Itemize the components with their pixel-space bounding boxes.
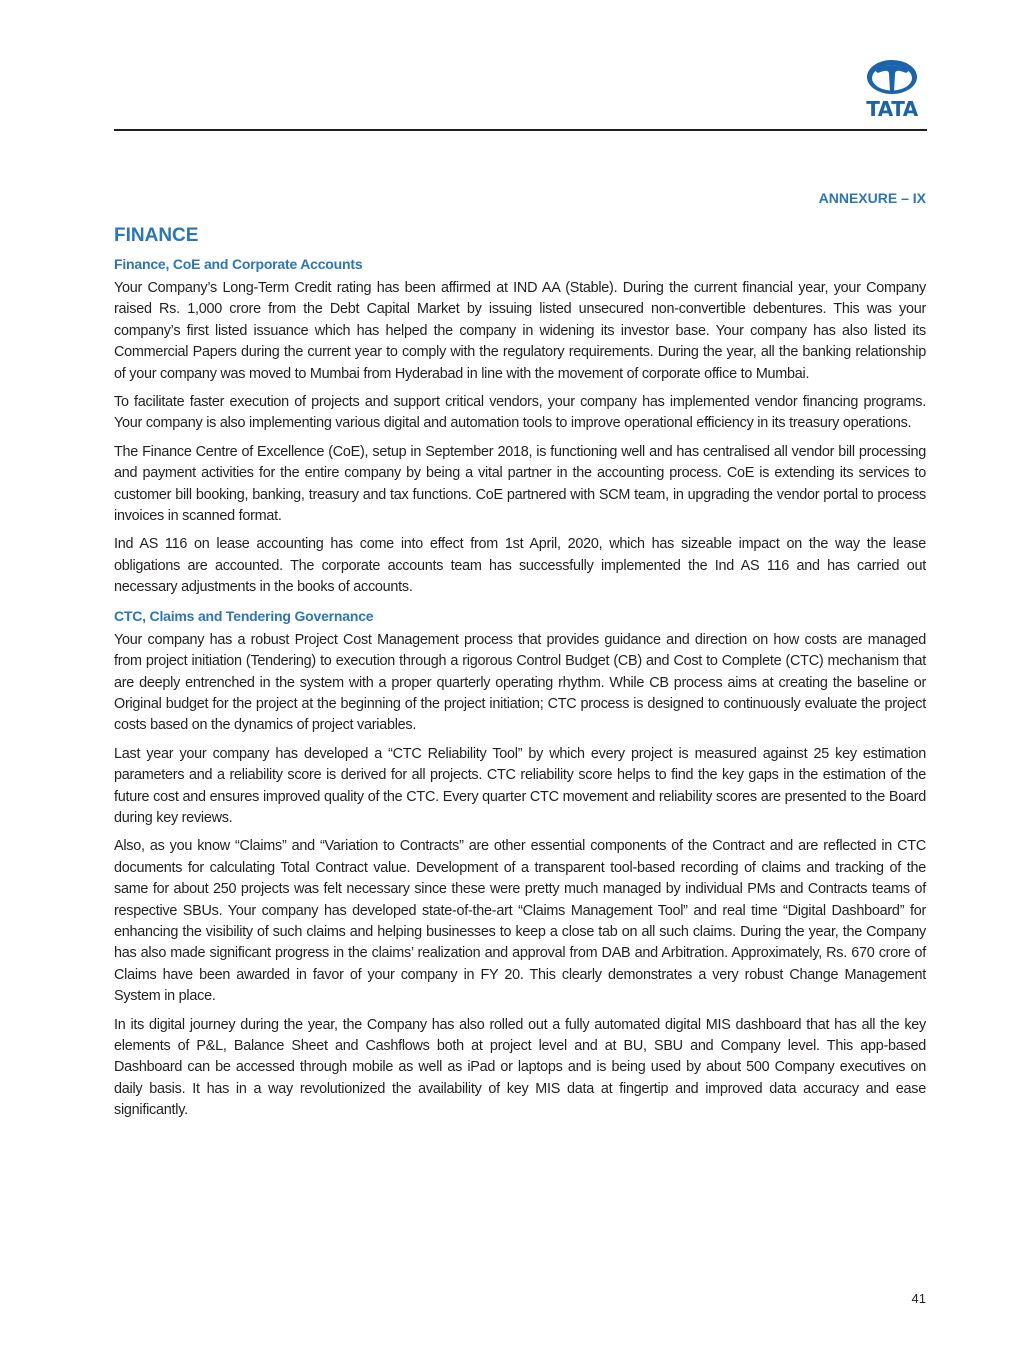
tata-logo bbox=[857, 58, 927, 122]
logo-wordmark: TATA bbox=[866, 97, 918, 121]
paragraph: Your company has a robust Project Cost Management process that provides guidance and direction on how costs are managed from project initiation (Tendering) to execution through a rigorous Control Budget (CB) and Cost to Complete (CTC) mechanism that are deeply entrenched in the system with a proper quarterly operating rhythm. While CB process aims at creating the baseline or Original budget for the project at the beginning of the project initiation; CTC process is designed to continuously evaluate the project costs based on the dynamics of project variables. bbox=[114, 631, 926, 734]
subsection-heading: CTC, Claims and Tendering Governance bbox=[114, 607, 374, 624]
header-divider bbox=[114, 129, 927, 131]
annexure-label: ANNEXURE – IX bbox=[818, 190, 926, 206]
page-number: 41 bbox=[911, 1291, 926, 1306]
paragraph: In its digital journey during the year, the Company has also rolled out a fully automated digital MIS dashboard that has all the key elements of P&L, Balance Sheet and Cashflows both at project level and at BU, SBU and Company level. This app-based Dashboard can be accessed through mobile as well as iPad or laptops and is being used by about 500 Company executives on daily basis. It has in a way revolutionized the availability of key MIS data at fingertip and improved data accuracy and ease significantly. bbox=[114, 1016, 926, 1119]
paragraph: The Finance Centre of Excellence (CoE), setup in September 2018, is functioning well and has centralised all vendor bill processing and payment activities for the entire company by being a vital partner in the accounting process. CoE is extending its services to customer bill booking, banking, treasury and tax functions. CoE partnered with SCM team, in upgrading the vendor portal to process invoices in scanned format. bbox=[114, 443, 926, 525]
paragraph: Also, as you know “Claims” and “Variation to Contracts” are other essential components of the Contract and are reflected in CTC documents for calculating Total Contract value. Development of a transparent tool-based recording of claims and tracking of the same for about 250 projects was felt necessary since these were pretty much managed by individual PMs and Contracts teams of respective SBUs. Your company has developed state-of-the-art “Claims Management Tool” and real time “Digital Dashboard” for enhancing the visibility of such claims and helping businesses to keep a close tab on all such claims. During the year, the Company has also made significant progress in the claims’ realization and approval from DAB and Arbitration. Approximately, Rs. 670 crore of Claims have been awarded in favor of your company in FY 20. This clearly demonstrates a very robust Change Management System in place. bbox=[114, 838, 926, 1005]
subsection-heading: Finance, CoE and Corporate Accounts bbox=[114, 256, 363, 272]
tata-emblem-icon bbox=[857, 58, 927, 98]
section-title: FINANCE bbox=[114, 225, 199, 246]
paragraph: Ind AS 116 on lease accounting has come into effect from 1st April, 2020, which has sizeable impact on the way the lease obligations are accounted. The corporate accounts team has successfully implemented the Ind AS 116 and has carried out necessary adjustments in the books of accounts. bbox=[114, 536, 926, 596]
paragraph: Your Company’s Long-Term Credit rating has been affirmed at IND AA (Stable). During the current financial year, your Company raised Rs. 1,000 crore from the Debt Capital Market by issuing listed unsecured non-convertible debentures. This was your company’s first listed issuance which has helped the company in widening its investor base. Your company has also listed its Commercial Papers during the current year to comply with the regulatory requirements. During the year, all the banking relationship of your company was moved to Mumbai from Hyderabad in line with the movement of corporate office to Mumbai. bbox=[114, 280, 926, 382]
paragraph: Last year your company has developed a “CTC Reliability Tool” by which every project is measured against 25 key estimation parameters and a reliability score is derived for all projects. CTC reliability score helps to find the key gaps in the estimation of the future cost and ensures improved quality of the CTC. Every quarter CTC movement and reliability scores are presented to the Board during key reviews. bbox=[114, 745, 926, 826]
document-body bbox=[114, 224, 926, 1129]
paragraph: To facilitate faster execution of projects and support critical vendors, your company has implemented vendor financing programs. Your company is also implementing various digital and automation tools to improve operational efficiency in its treasury operations. bbox=[114, 394, 926, 432]
